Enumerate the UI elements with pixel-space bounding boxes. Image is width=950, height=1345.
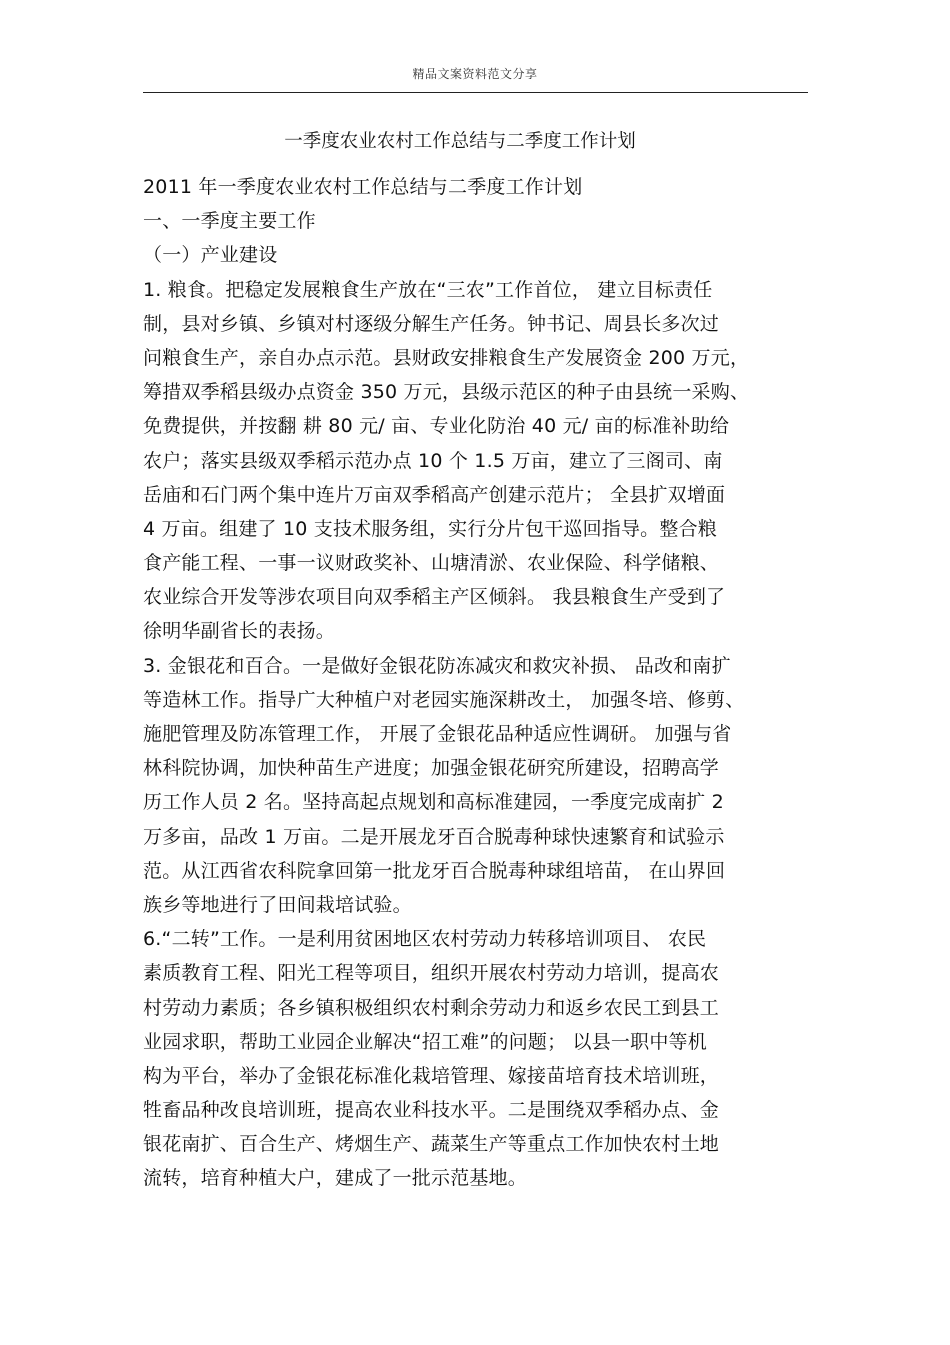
text-line: 农业综合开发等涉农项目向双季稻主产区倾斜。 我县粮食生产受到了: [143, 586, 726, 609]
text-line: 业园求职，帮助工业园企业解决“招工难”的问题； 以县一职中等机: [143, 1030, 707, 1053]
header-divider: [143, 92, 808, 93]
text-line: 等造林工作。指导广大种植户对老园实施深耕改土， 加强冬培、修剪、: [143, 688, 745, 711]
text-line: 岳庙和石门两个集中连片万亩双季稻高产创建示范片； 全县扩双增面: [143, 483, 726, 506]
text-line: 素质教育工程、阳光工程等项目，组织开展农村劳动力培训，提高农: [143, 962, 720, 985]
text-line: 流转，培育种植大户，建成了一批示范基地。: [143, 1167, 528, 1190]
text-line: 筹措双季稻县级办点资金 350 万元，县级示范区的种子由县统一采购、: [143, 381, 750, 404]
text-line: 食产能工程、一事一议财政奖补、山塘清淤、农业保险、科学储粮、: [143, 552, 720, 575]
text-line: 范。从江西省农科院拿回第一批龙牙百合脱毒种球组培苗， 在山界回: [143, 859, 726, 882]
text-line: 林科院协调，加快种苗生产进度；加强金银花研究所建设，招聘高学: [143, 757, 720, 780]
text-line: 4 万亩。组建了 10 支技术服务组，实行分片包干巡回指导。整合粮: [143, 517, 717, 540]
text-line: 制，县对乡镇、乡镇对村逐级分解生产任务。钟书记、周县长多次过: [143, 312, 720, 335]
document-body: [143, 170, 813, 1196]
text-line: 免费提供，并按翻 耕 80 元/ 亩、专业化防治 40 元/ 亩的标准补助给: [143, 415, 730, 438]
text-line: 村劳动力素质；各乡镇积极组织农村剩余劳动力和返乡农民工到县工: [143, 996, 720, 1019]
text-line: 1. 粮食。把稳定发展粮食生产放在“三农”工作首位， 建立目标责任: [143, 278, 713, 301]
document-title: 一季度农业农村工作总结与二季度工作计划: [284, 131, 636, 152]
text-line: 6.“二转”工作。一是利用贫困地区农村劳动力转移培训项目、 农民: [143, 928, 707, 951]
text-line: 一、一季度主要工作: [143, 210, 316, 233]
page-header: 精品文案资料范文分享: [412, 67, 538, 81]
text-line: 2011 年一季度农业农村工作总结与二季度工作计划: [143, 176, 583, 198]
text-line: 牲畜品种改良培训班，提高农业科技水平。二是围绕双季稻办点、金: [143, 1099, 720, 1122]
text-line: 银花南扩、百合生产、烤烟生产、蔬菜生产等重点工作加快农村土地: [143, 1133, 720, 1156]
text-line: 问粮食生产，亲自办点示范。县财政安排粮食生产发展资金 200 万元，: [143, 346, 750, 369]
text-line: 徐明华副省长的表扬。: [143, 620, 336, 643]
text-line: 历工作人员 2 名。坚持高起点规划和高标准建园，一季度完成南扩 2: [143, 791, 724, 814]
text-line: 万多亩，品改 1 万亩。二是开展龙牙百合脱毒种球快速繁育和试验示: [143, 825, 725, 848]
text-line: 3. 金银花和百合。一是做好金银花防冻减灾和救灾补损、 品改和南扩: [143, 654, 731, 677]
text-line: 施肥管理及防冻管理工作， 开展了金银花品种适应性调研。 加强与省: [143, 723, 732, 745]
text-line: （一）产业建设: [143, 244, 278, 267]
text-line: 族乡等地进行了田间栽培试验。: [143, 893, 412, 916]
text-line: 农户；落实县级双季稻示范办点 10 个 1.5 万亩，建立了三阁司、南: [143, 449, 723, 472]
text-line: 构为平台，举办了金银花标准化栽培管理、嫁接苗培育技术培训班，: [143, 1064, 720, 1087]
